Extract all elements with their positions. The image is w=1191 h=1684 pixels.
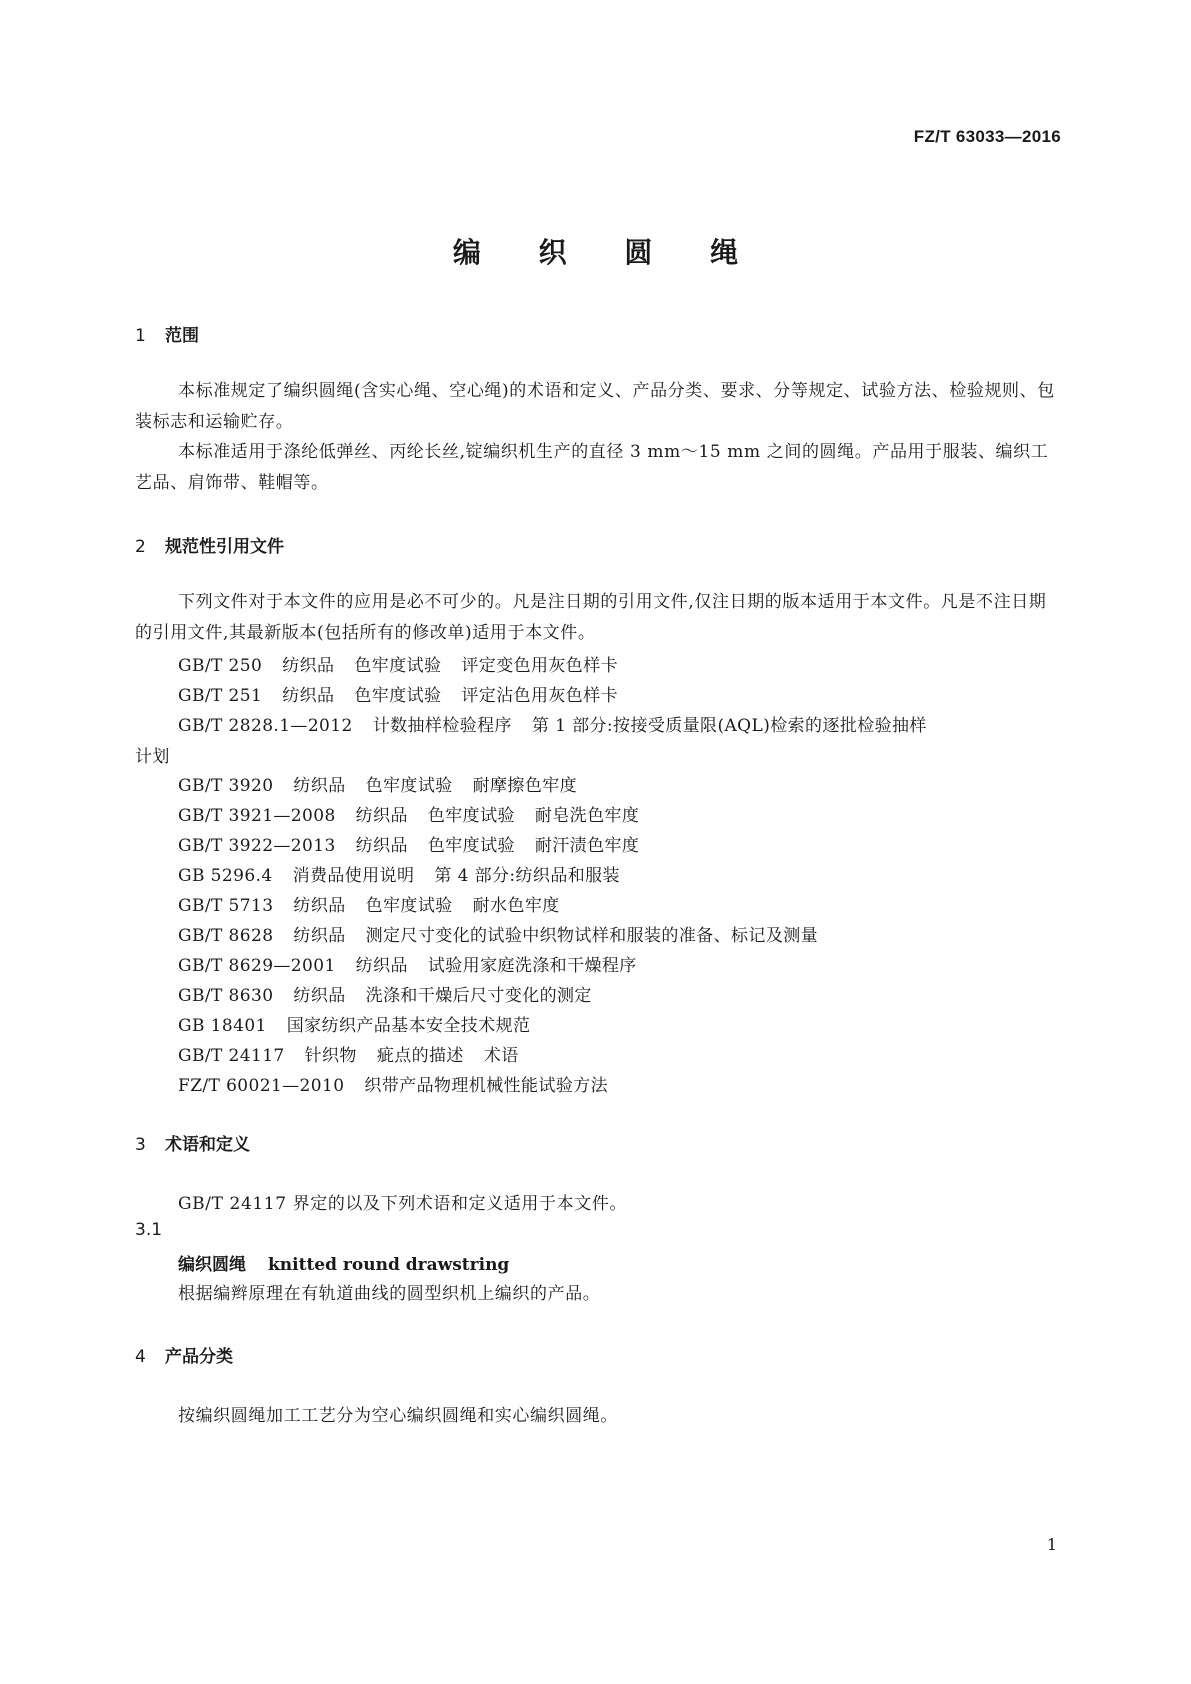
reference-title-part: 纺织品 [355,956,408,976]
reference-title-part: 洗涤和干燥后尺寸变化的测定 [365,986,592,1006]
reference-title-part: 术语 [483,1046,519,1066]
reference-title-part: 纺织品 [293,896,346,916]
reference-code: GB/T 8628 [178,926,274,946]
reference-title-part: 针织物 [304,1046,357,1066]
section-title: 规范性引用文件 [165,537,284,557]
subsection-number: 3.1 [135,1220,163,1240]
document-title: 编 织 圆 绳 [452,236,763,269]
reference-title-part: 色牢度试验 [354,686,442,706]
reference-title-part: 纺织品 [282,656,335,676]
reference-title-part: 纺织品 [293,986,346,1006]
reference-title-part: 评定沾色用灰色样卡 [461,686,619,706]
reference-title-part: 评定变色用灰色样卡 [461,656,619,676]
reference-item [178,1011,550,1036]
section-2-heading [135,532,284,557]
section-1-paragraph-2: 本标准适用于涤纶低弹丝、丙纶长丝,锭编织机生产的直径 3 mm～15 mm 之间的圆绳。产品用于服装、编织工艺品、肩饰带、鞋帽等。 [135,442,1049,493]
section-title: 范围 [165,326,199,346]
reference-title-part: 色牢度试验 [365,776,453,796]
reference-title-part: 色牢度试验 [427,806,515,826]
reference-item [178,921,838,946]
reference-code: GB/T 3921—2008 [178,806,336,826]
section-1-paragraph-1: 本标准规定了编织圆绳(含实心绳、空心绳)的术语和定义、产品分类、要求、分等规定、试验方法、检验规则、包装标志和运输贮存。 [135,381,1055,432]
reference-title-part: 纺织品 [282,686,335,706]
section-4-paragraph: 按编织圆绳加工工艺分为空心编织圆绳和实心编织圆绳。 [178,1406,618,1426]
term-chinese: 编织圆绳 [178,1255,246,1275]
reference-title-part: 纺织品 [355,806,408,826]
reference-item [178,771,597,796]
reference-title-part: 第 1 部分:按接受质量限(AQL)检索的逐批检验抽样 [531,716,927,736]
section-number: 3 [135,1135,146,1155]
reference-item [178,1071,628,1096]
reference-title-part: 测定尺寸变化的试验中织物试样和服装的准备、标记及测量 [365,926,819,946]
section-3-intro: GB/T 24117 界定的以及下列术语和定义适用于本文件。 [178,1194,628,1214]
reference-code: GB/T 8629—2001 [178,956,336,976]
standard-code: FZ/T 63033—2016 [913,127,1061,146]
section-title: 产品分类 [165,1347,233,1367]
section-4-heading [135,1342,233,1367]
reference-title-part: 纺织品 [293,926,346,946]
reference-title-part: 纺织品 [293,776,346,796]
reference-code: GB/T 24117 [178,1046,285,1066]
reference-item [178,951,657,976]
term-entry [178,1250,509,1275]
reference-title-part: 织带产品物理机械性能试验方法 [364,1076,609,1096]
reference-title-part: 纺织品 [355,836,408,856]
reference-code: GB/T 8630 [178,986,274,1006]
reference-item [178,1041,539,1066]
reference-continuation: 计划 [135,747,170,767]
reference-code: FZ/T 60021—2010 [178,1076,345,1096]
reference-title-part: 第 4 部分:纺织品和服装 [434,866,620,886]
reference-item [178,831,659,856]
reference-item [178,981,612,1006]
reference-title-part: 耐皂洗色牢度 [534,806,640,826]
section-number: 1 [135,326,146,346]
reference-title-part: 色牢度试验 [365,896,453,916]
reference-item [135,711,1057,767]
term-definition: 根据编辫原理在有轨道曲线的圆型织机上编织的产品。 [178,1284,601,1304]
reference-code: GB/T 5713 [178,896,274,916]
reference-code: GB/T 2828.1—2012 [178,716,353,736]
reference-title-part: 国家纺织产品基本安全技术规范 [286,1016,531,1036]
reference-title-part: 消费品使用说明 [292,866,415,886]
section-2-intro: 下列文件对于本文件的应用是必不可少的。凡是注日期的引用文件,仅注日期的版本适用于本文件。凡是不注日期的引用文件,其最新版本(包括所有的修改单)适用于本文件。 [135,592,1047,643]
reference-item [178,651,638,676]
section-number: 4 [135,1347,146,1367]
reference-title-part: 耐摩擦色牢度 [472,776,578,796]
reference-item [178,681,638,706]
reference-title-part: 计数抽样检验程序 [372,716,512,736]
section-3-heading [135,1130,250,1155]
reference-code: GB/T 3922—2013 [178,836,336,856]
section-title: 术语和定义 [165,1135,250,1155]
page-number: 1 [1046,1535,1057,1554]
reference-code: GB 18401 [178,1016,267,1036]
section-1-heading [135,321,199,346]
reference-title-part: 试验用家庭洗涤和干燥程序 [427,956,637,976]
section-number: 2 [135,537,146,557]
reference-code: GB/T 251 [178,686,263,706]
reference-code: GB/T 3920 [178,776,274,796]
reference-item [178,891,580,916]
reference-code: GB 5296.4 [178,866,273,886]
reference-code: GB/T 250 [178,656,263,676]
reference-title-part: 耐水色牢度 [472,896,560,916]
reference-title-part: 色牢度试验 [354,656,442,676]
reference-item [178,801,659,826]
reference-title-part: 疵点的描述 [376,1046,464,1066]
reference-title-part: 色牢度试验 [427,836,515,856]
reference-title-part: 耐汗渍色牢度 [534,836,640,856]
reference-item [178,861,640,886]
term-english: knitted round drawstring [268,1255,510,1275]
